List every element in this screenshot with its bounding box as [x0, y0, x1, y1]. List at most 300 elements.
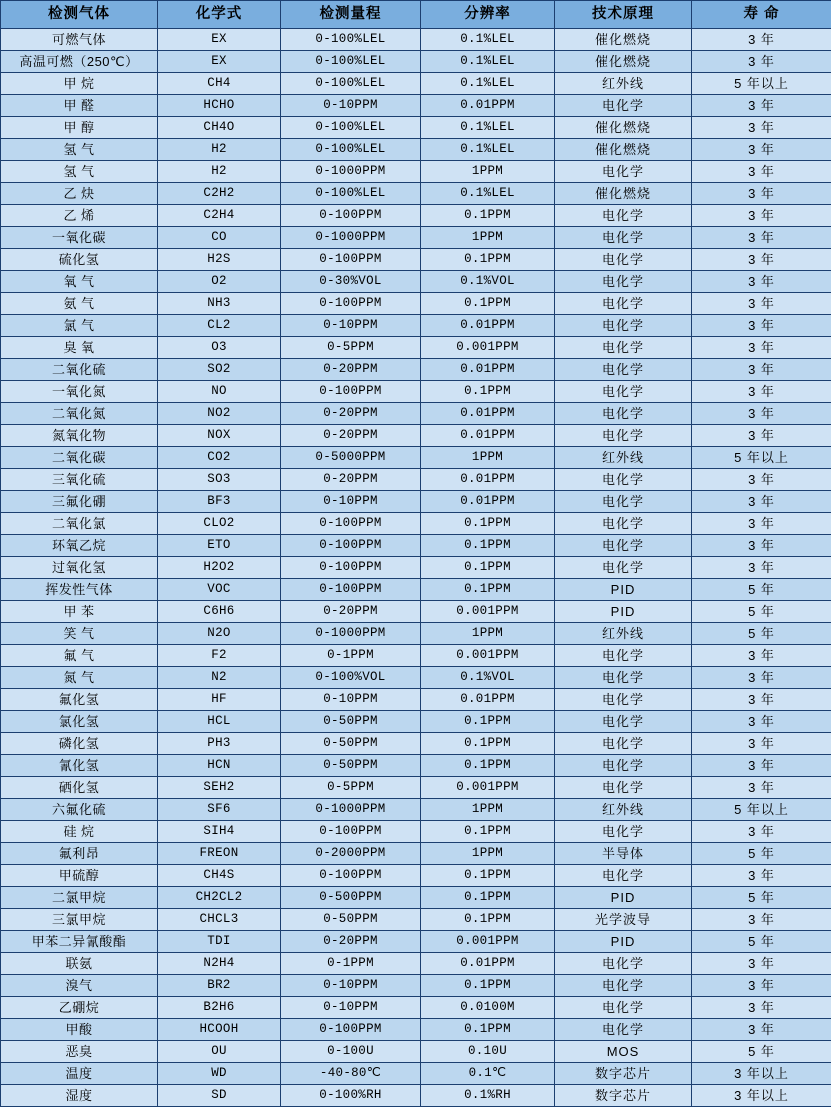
cell-gas: 氮 气: [1, 667, 158, 689]
cell-range: 0-1000PPM: [281, 161, 421, 183]
cell-gas: 湿度: [1, 1085, 158, 1107]
cell-lifetime: 3 年: [692, 293, 831, 315]
cell-formula: NOX: [158, 425, 281, 447]
table-row: [1, 491, 831, 513]
cell-lifetime: 3 年: [692, 513, 831, 535]
cell-resolution: 0.01PPM: [421, 425, 555, 447]
cell-resolution: 0.001PPM: [421, 601, 555, 623]
cell-technology: 电化学: [555, 667, 692, 689]
cell-formula: H2S: [158, 249, 281, 271]
cell-resolution: 0.1PPM: [421, 909, 555, 931]
cell-resolution: 0.1PPM: [421, 865, 555, 887]
table-row: [1, 249, 831, 271]
cell-technology: 电化学: [555, 513, 692, 535]
table-row: [1, 403, 831, 425]
cell-formula: C6H6: [158, 601, 281, 623]
cell-gas: 一氧化碳: [1, 227, 158, 249]
cell-formula: PH3: [158, 733, 281, 755]
cell-lifetime: 5 年以上: [692, 447, 831, 469]
cell-gas: 环氧乙烷: [1, 535, 158, 557]
cell-range: 0-50PPM: [281, 733, 421, 755]
cell-lifetime: 3 年: [692, 161, 831, 183]
cell-range: 0-100PPM: [281, 579, 421, 601]
cell-technology: 电化学: [555, 645, 692, 667]
cell-formula: N2O: [158, 623, 281, 645]
cell-formula: CH2CL2: [158, 887, 281, 909]
cell-formula: N2: [158, 667, 281, 689]
cell-formula: NO2: [158, 403, 281, 425]
cell-lifetime: 3 年: [692, 953, 831, 975]
cell-formula: SD: [158, 1085, 281, 1107]
cell-formula: O3: [158, 337, 281, 359]
cell-gas: 挥发性气体: [1, 579, 158, 601]
cell-gas: 乙 烯: [1, 205, 158, 227]
cell-lifetime: 3 年: [692, 95, 831, 117]
cell-resolution: 0.1℃: [421, 1063, 555, 1085]
cell-range: 0-10PPM: [281, 315, 421, 337]
table-row: [1, 293, 831, 315]
cell-formula: O2: [158, 271, 281, 293]
cell-formula: SO2: [158, 359, 281, 381]
cell-range: 0-20PPM: [281, 469, 421, 491]
cell-technology: 电化学: [555, 689, 692, 711]
cell-resolution: 0.001PPM: [421, 931, 555, 953]
cell-formula: NO: [158, 381, 281, 403]
cell-range: 0-5000PPM: [281, 447, 421, 469]
table-body: [1, 29, 831, 1107]
cell-formula: ETO: [158, 535, 281, 557]
table-row: [1, 1041, 831, 1063]
cell-technology: 催化燃烧: [555, 29, 692, 51]
table-row: [1, 755, 831, 777]
cell-range: 0-30%VOL: [281, 271, 421, 293]
table-row: [1, 777, 831, 799]
cell-gas: 磷化氢: [1, 733, 158, 755]
cell-technology: 电化学: [555, 95, 692, 117]
cell-gas: 三氯甲烷: [1, 909, 158, 931]
cell-resolution: 0.1PPM: [421, 535, 555, 557]
cell-lifetime: 3 年: [692, 359, 831, 381]
cell-resolution: 0.1PPM: [421, 293, 555, 315]
cell-resolution: 1PPM: [421, 447, 555, 469]
cell-resolution: 0.01PPM: [421, 95, 555, 117]
cell-range: 0-20PPM: [281, 931, 421, 953]
cell-gas: 甲硫醇: [1, 865, 158, 887]
table-row: [1, 1063, 831, 1085]
table-row: [1, 799, 831, 821]
table-row: [1, 1019, 831, 1041]
cell-resolution: 1PPM: [421, 227, 555, 249]
cell-resolution: 0.10U: [421, 1041, 555, 1063]
cell-range: 0-20PPM: [281, 359, 421, 381]
cell-lifetime: 5 年: [692, 887, 831, 909]
cell-range: 0-50PPM: [281, 755, 421, 777]
cell-technology: 电化学: [555, 711, 692, 733]
cell-gas: 氯化氢: [1, 711, 158, 733]
cell-gas: 乙硼烷: [1, 997, 158, 1019]
cell-resolution: 0.1%LEL: [421, 139, 555, 161]
cell-lifetime: 3 年: [692, 711, 831, 733]
cell-formula: SF6: [158, 799, 281, 821]
cell-gas: 氧 气: [1, 271, 158, 293]
table-row: [1, 139, 831, 161]
cell-lifetime: 3 年以上: [692, 1063, 831, 1085]
cell-formula: WD: [158, 1063, 281, 1085]
cell-lifetime: 3 年: [692, 425, 831, 447]
table-row: [1, 29, 831, 51]
table-row: [1, 337, 831, 359]
cell-range: 0-100PPM: [281, 1019, 421, 1041]
cell-resolution: 0.01PPM: [421, 315, 555, 337]
table-row: [1, 711, 831, 733]
cell-lifetime: 3 年: [692, 117, 831, 139]
cell-formula: OU: [158, 1041, 281, 1063]
cell-resolution: 0.1PPM: [421, 381, 555, 403]
cell-formula: HCOOH: [158, 1019, 281, 1041]
table-header: [1, 1, 831, 29]
cell-formula: CL2: [158, 315, 281, 337]
cell-formula: HCL: [158, 711, 281, 733]
cell-range: 0-100U: [281, 1041, 421, 1063]
cell-technology: 电化学: [555, 359, 692, 381]
cell-lifetime: 3 年: [692, 271, 831, 293]
cell-resolution: 0.1PPM: [421, 755, 555, 777]
cell-formula: H2: [158, 161, 281, 183]
cell-lifetime: 3 年: [692, 821, 831, 843]
cell-lifetime: 5 年: [692, 579, 831, 601]
table-row: [1, 469, 831, 491]
cell-technology: PID: [555, 887, 692, 909]
cell-resolution: 0.1PPM: [421, 579, 555, 601]
cell-gas: 硫化氢: [1, 249, 158, 271]
table-row: [1, 161, 831, 183]
cell-formula: CH4: [158, 73, 281, 95]
cell-gas: 硅 烷: [1, 821, 158, 843]
cell-technology: 电化学: [555, 227, 692, 249]
cell-gas: 二氧化硫: [1, 359, 158, 381]
cell-resolution: 0.01PPM: [421, 953, 555, 975]
cell-formula: EX: [158, 29, 281, 51]
cell-technology: 电化学: [555, 557, 692, 579]
table-row: [1, 953, 831, 975]
cell-technology: 电化学: [555, 293, 692, 315]
table-row: [1, 205, 831, 227]
cell-formula: VOC: [158, 579, 281, 601]
cell-technology: 电化学: [555, 381, 692, 403]
cell-lifetime: 3 年: [692, 381, 831, 403]
table-row: [1, 315, 831, 337]
cell-resolution: 0.1PPM: [421, 975, 555, 997]
table-row: [1, 887, 831, 909]
cell-technology: 电化学: [555, 271, 692, 293]
cell-range: 0-50PPM: [281, 909, 421, 931]
cell-formula: CH4O: [158, 117, 281, 139]
cell-range: 0-1PPM: [281, 645, 421, 667]
cell-lifetime: 3 年: [692, 337, 831, 359]
cell-range: 0-100PPM: [281, 535, 421, 557]
cell-technology: 电化学: [555, 249, 692, 271]
cell-resolution: 1PPM: [421, 799, 555, 821]
cell-formula: H2O2: [158, 557, 281, 579]
table-row: [1, 821, 831, 843]
cell-technology: 电化学: [555, 865, 692, 887]
cell-range: 0-100PPM: [281, 821, 421, 843]
cell-technology: 催化燃烧: [555, 51, 692, 73]
cell-range: 0-100PPM: [281, 205, 421, 227]
cell-resolution: 0.001PPM: [421, 337, 555, 359]
cell-resolution: 0.1PPM: [421, 1019, 555, 1041]
cell-formula: H2: [158, 139, 281, 161]
cell-formula: F2: [158, 645, 281, 667]
cell-technology: 电化学: [555, 337, 692, 359]
cell-formula: N2H4: [158, 953, 281, 975]
cell-gas: 氯 气: [1, 315, 158, 337]
cell-lifetime: 5 年: [692, 623, 831, 645]
cell-gas: 三氧化硫: [1, 469, 158, 491]
cell-range: 0-1000PPM: [281, 227, 421, 249]
cell-resolution: 0.1%LEL: [421, 29, 555, 51]
cell-technology: 红外线: [555, 799, 692, 821]
cell-technology: 催化燃烧: [555, 139, 692, 161]
cell-resolution: 0.01PPM: [421, 359, 555, 381]
cell-formula: B2H6: [158, 997, 281, 1019]
cell-technology: 红外线: [555, 623, 692, 645]
table-row: [1, 513, 831, 535]
cell-range: -40-80℃: [281, 1063, 421, 1085]
cell-range: 0-10PPM: [281, 95, 421, 117]
cell-resolution: 0.01PPM: [421, 403, 555, 425]
cell-range: 0-100%LEL: [281, 139, 421, 161]
table-row: [1, 667, 831, 689]
table-row: [1, 975, 831, 997]
cell-lifetime: 3 年: [692, 51, 831, 73]
cell-lifetime: 3 年: [692, 689, 831, 711]
cell-formula: HCN: [158, 755, 281, 777]
cell-lifetime: 3 年: [692, 1019, 831, 1041]
cell-technology: 电化学: [555, 535, 692, 557]
table-row: [1, 1085, 831, 1107]
cell-technology: 电化学: [555, 469, 692, 491]
table-row: [1, 535, 831, 557]
cell-gas: 甲苯二异氰酸酯: [1, 931, 158, 953]
cell-range: 0-20PPM: [281, 425, 421, 447]
cell-range: 0-100PPM: [281, 293, 421, 315]
cell-lifetime: 3 年: [692, 997, 831, 1019]
cell-lifetime: 3 年: [692, 403, 831, 425]
cell-technology: 光学波导: [555, 909, 692, 931]
cell-resolution: 1PPM: [421, 161, 555, 183]
cell-lifetime: 5 年: [692, 843, 831, 865]
cell-technology: 数字芯片: [555, 1085, 692, 1107]
cell-lifetime: 3 年: [692, 535, 831, 557]
cell-range: 0-5PPM: [281, 337, 421, 359]
cell-gas: 高温可燃（250℃）: [1, 51, 158, 73]
cell-range: 0-20PPM: [281, 403, 421, 425]
cell-range: 0-10PPM: [281, 689, 421, 711]
cell-range: 0-10PPM: [281, 491, 421, 513]
table-row: [1, 117, 831, 139]
cell-formula: EX: [158, 51, 281, 73]
column-header-technology: 技术原理: [555, 1, 692, 29]
table-row: [1, 381, 831, 403]
cell-formula: SO3: [158, 469, 281, 491]
cell-gas: 氟 气: [1, 645, 158, 667]
cell-technology: PID: [555, 931, 692, 953]
cell-resolution: 0.1%LEL: [421, 183, 555, 205]
cell-resolution: 0.1%LEL: [421, 73, 555, 95]
table-row: [1, 931, 831, 953]
table-row: [1, 645, 831, 667]
cell-formula: CHCL3: [158, 909, 281, 931]
cell-technology: 电化学: [555, 425, 692, 447]
cell-technology: 红外线: [555, 447, 692, 469]
cell-lifetime: 5 年以上: [692, 799, 831, 821]
cell-lifetime: 3 年: [692, 491, 831, 513]
cell-lifetime: 5 年: [692, 931, 831, 953]
table-row: [1, 689, 831, 711]
cell-lifetime: 3 年: [692, 975, 831, 997]
cell-range: 0-100PPM: [281, 249, 421, 271]
cell-lifetime: 3 年: [692, 557, 831, 579]
cell-resolution: 0.1PPM: [421, 887, 555, 909]
cell-lifetime: 3 年: [692, 29, 831, 51]
cell-gas: 硒化氢: [1, 777, 158, 799]
cell-formula: CLO2: [158, 513, 281, 535]
cell-lifetime: 5 年: [692, 1041, 831, 1063]
cell-gas: 氢 气: [1, 161, 158, 183]
cell-technology: 电化学: [555, 315, 692, 337]
cell-gas: 二氯甲烷: [1, 887, 158, 909]
cell-gas: 联氨: [1, 953, 158, 975]
cell-resolution: 0.01PPM: [421, 689, 555, 711]
table-row: [1, 909, 831, 931]
cell-lifetime: 3 年: [692, 755, 831, 777]
cell-technology: 电化学: [555, 403, 692, 425]
cell-technology: 电化学: [555, 755, 692, 777]
column-header-resolution: 分辨率: [421, 1, 555, 29]
table-row: [1, 51, 831, 73]
cell-range: 0-1000PPM: [281, 623, 421, 645]
cell-formula: CH4S: [158, 865, 281, 887]
cell-technology: MOS: [555, 1041, 692, 1063]
cell-lifetime: 3 年: [692, 733, 831, 755]
cell-technology: 电化学: [555, 733, 692, 755]
cell-resolution: 0.001PPM: [421, 645, 555, 667]
cell-formula: HCHO: [158, 95, 281, 117]
cell-resolution: 0.1PPM: [421, 513, 555, 535]
cell-gas: 甲 烷: [1, 73, 158, 95]
cell-lifetime: 3 年: [692, 227, 831, 249]
cell-formula: SEH2: [158, 777, 281, 799]
table-row: [1, 623, 831, 645]
cell-technology: 电化学: [555, 1019, 692, 1041]
cell-range: 0-100%LEL: [281, 73, 421, 95]
cell-gas: 六氟化硫: [1, 799, 158, 821]
cell-technology: 数字芯片: [555, 1063, 692, 1085]
cell-technology: 催化燃烧: [555, 183, 692, 205]
cell-lifetime: 3 年: [692, 667, 831, 689]
cell-range: 0-500PPM: [281, 887, 421, 909]
cell-range: 0-20PPM: [281, 601, 421, 623]
cell-lifetime: 3 年: [692, 183, 831, 205]
table-row: [1, 865, 831, 887]
table-row: [1, 183, 831, 205]
cell-gas: 溴气: [1, 975, 158, 997]
cell-range: 0-100%LEL: [281, 51, 421, 73]
cell-technology: PID: [555, 601, 692, 623]
table-row: [1, 997, 831, 1019]
cell-resolution: 0.1%RH: [421, 1085, 555, 1107]
cell-gas: 氢 气: [1, 139, 158, 161]
cell-gas: 氟化氢: [1, 689, 158, 711]
cell-gas: 氨 气: [1, 293, 158, 315]
cell-formula: SIH4: [158, 821, 281, 843]
column-header-lifetime: 寿 命: [692, 1, 831, 29]
cell-gas: 乙 炔: [1, 183, 158, 205]
table-row: [1, 447, 831, 469]
cell-formula: TDI: [158, 931, 281, 953]
cell-gas: 臭 氧: [1, 337, 158, 359]
cell-formula: BR2: [158, 975, 281, 997]
column-header-gas: 检测气体: [1, 1, 158, 29]
cell-range: 0-100%LEL: [281, 183, 421, 205]
cell-range: 0-1PPM: [281, 953, 421, 975]
cell-technology: 电化学: [555, 777, 692, 799]
cell-technology: 电化学: [555, 205, 692, 227]
table-row: [1, 425, 831, 447]
cell-formula: CO2: [158, 447, 281, 469]
table-row: [1, 95, 831, 117]
cell-formula: C2H4: [158, 205, 281, 227]
cell-range: 0-100%LEL: [281, 29, 421, 51]
cell-technology: 红外线: [555, 73, 692, 95]
cell-lifetime: 3 年: [692, 139, 831, 161]
cell-technology: 电化学: [555, 975, 692, 997]
table-row: [1, 733, 831, 755]
cell-technology: 电化学: [555, 161, 692, 183]
cell-formula: HF: [158, 689, 281, 711]
table-row: [1, 227, 831, 249]
cell-lifetime: 5 年: [692, 601, 831, 623]
cell-range: 0-100PPM: [281, 381, 421, 403]
cell-technology: PID: [555, 579, 692, 601]
cell-gas: 恶臭: [1, 1041, 158, 1063]
cell-range: 0-10PPM: [281, 975, 421, 997]
cell-gas: 过氧化氢: [1, 557, 158, 579]
cell-lifetime: 3 年: [692, 645, 831, 667]
cell-resolution: 0.1%VOL: [421, 667, 555, 689]
cell-resolution: 0.1%VOL: [421, 271, 555, 293]
cell-resolution: 0.1%LEL: [421, 117, 555, 139]
cell-lifetime: 5 年以上: [692, 73, 831, 95]
cell-lifetime: 3 年: [692, 469, 831, 491]
cell-technology: 半导体: [555, 843, 692, 865]
cell-lifetime: 3 年: [692, 205, 831, 227]
cell-gas: 氮氧化物: [1, 425, 158, 447]
cell-resolution: 0.1PPM: [421, 821, 555, 843]
cell-resolution: 0.01PPM: [421, 469, 555, 491]
cell-resolution: 1PPM: [421, 623, 555, 645]
cell-range: 0-100%LEL: [281, 117, 421, 139]
table-row: [1, 73, 831, 95]
cell-technology: 催化燃烧: [555, 117, 692, 139]
cell-range: 0-100%VOL: [281, 667, 421, 689]
cell-resolution: 0.1PPM: [421, 249, 555, 271]
cell-range: 0-10PPM: [281, 997, 421, 1019]
cell-technology: 电化学: [555, 997, 692, 1019]
cell-range: 0-100%RH: [281, 1085, 421, 1107]
cell-technology: 电化学: [555, 953, 692, 975]
